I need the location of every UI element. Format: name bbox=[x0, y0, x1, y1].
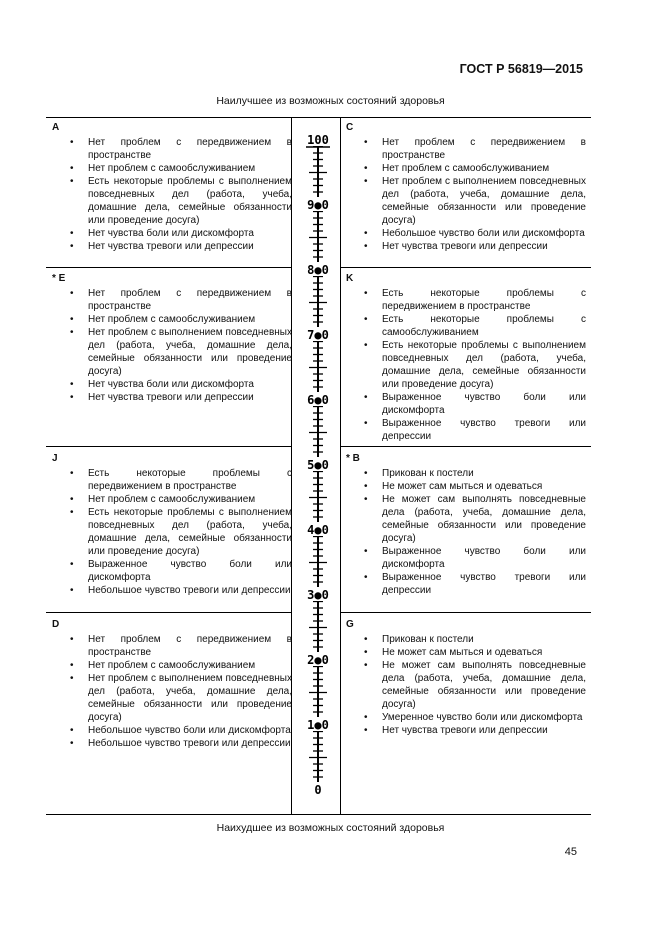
state-description-list bbox=[346, 136, 586, 253]
list-item: • Нет чувства тревоги или депрессии bbox=[52, 240, 292, 253]
scale-label-80: 8●0 bbox=[307, 263, 329, 277]
scale-label-10: 1●0 bbox=[307, 718, 329, 732]
scale-label-60: 6●0 bbox=[307, 393, 329, 407]
list-item: • Прикован к постели bbox=[346, 467, 586, 480]
state-description-list bbox=[346, 287, 586, 443]
list-item: • Выраженное чувство тревоги или депрессии bbox=[346, 571, 586, 597]
list-item: • Нет проблем с выполнением повседневных дел (работа, учеба, домашние дела, семейные обязанности или проведение досуга) bbox=[346, 175, 586, 227]
state-cell-k bbox=[346, 272, 586, 443]
scale-label-40: 4●0 bbox=[307, 523, 329, 537]
list-item: • Есть некоторые проблемы с выполнением повседневных дел (работа, учеба, домашние дела, семейные обязанности или проведение досуга) bbox=[346, 339, 586, 391]
state-cell-g bbox=[346, 618, 586, 737]
list-item: • Есть некоторые проблемы с выполнением повседневных дел (работа, учеба, домашние дела, семейные обязанности или проведение досуга) bbox=[52, 175, 292, 227]
list-item: • Не может сам выполнять повседневные дела (работа, учеба, домашние дела, семейные обязанности или проведение досуга) bbox=[346, 659, 586, 711]
list-item: • Нет чувства боли или дискомфорта bbox=[52, 378, 292, 391]
state-cell-a bbox=[52, 121, 292, 253]
state-label: K bbox=[346, 273, 354, 284]
row-divider-left-1 bbox=[46, 267, 291, 268]
row-divider-right-1 bbox=[340, 267, 591, 268]
list-item: • Нет проблем с передвижением в пространстве bbox=[52, 633, 292, 659]
list-item: • Небольшое чувство тревоги или депрессии bbox=[52, 737, 292, 750]
list-item: • Прикован к постели bbox=[346, 633, 586, 646]
state-label: A bbox=[52, 122, 60, 133]
list-item: • Нет чувства тревоги или депрессии bbox=[346, 724, 586, 737]
state-label: C bbox=[346, 122, 354, 133]
state-cell-c bbox=[346, 121, 586, 253]
state-cell-e bbox=[52, 272, 292, 404]
list-item: • Не может сам мыться и одеваться bbox=[346, 646, 586, 659]
scale-label-70: 7●0 bbox=[307, 328, 329, 342]
list-item: • Не может сам выполнять повседневные дела (работа, учеба, домашние дела, семейные обязанности или проведение досуга) bbox=[346, 493, 586, 545]
scale-label-0: 0 bbox=[314, 783, 322, 797]
right-column-border bbox=[340, 117, 341, 814]
state-description-list bbox=[346, 633, 586, 737]
state-description-list bbox=[52, 136, 292, 253]
state-label: * B bbox=[346, 453, 360, 464]
list-item: • Нет проблем с выполнением повседневных дел (работа, учеба, домашние дела, семейные обязанности или проведение досуга) bbox=[52, 326, 292, 378]
list-item: • Нет проблем с передвижением в пространстве bbox=[52, 287, 292, 313]
table-bottom-border bbox=[46, 814, 591, 815]
state-description-list bbox=[52, 467, 292, 597]
list-item: • Есть некоторые проблемы с передвижением в пространстве bbox=[52, 467, 292, 493]
list-item: • Есть некоторые проблемы с передвижением в пространстве bbox=[346, 287, 586, 313]
list-item: • Небольшое чувство боли или дискомфорта bbox=[346, 227, 586, 240]
state-label: G bbox=[346, 619, 354, 630]
list-item: • Нет чувства тревоги или депрессии bbox=[346, 240, 586, 253]
page-number: 45 bbox=[564, 846, 577, 858]
row-divider-left-3 bbox=[46, 612, 291, 613]
scale-label-90: 9●0 bbox=[307, 198, 329, 212]
state-description-list bbox=[52, 633, 292, 750]
list-item: • Нет чувства боли или дискомфорта bbox=[52, 227, 292, 240]
best-health-caption: Наилучшее из возможных состояний здоровья bbox=[216, 95, 445, 107]
list-item: • Нет проблем с передвижением в пространстве bbox=[346, 136, 586, 162]
worst-health-caption: Наихудшее из возможных состояний здоровья bbox=[216, 822, 445, 834]
state-label: J bbox=[52, 453, 58, 464]
list-item: • Нет проблем с самообслуживанием bbox=[52, 659, 292, 672]
list-item: • Выраженное чувство тревоги или депрессии bbox=[346, 417, 586, 443]
state-description-list bbox=[52, 287, 292, 404]
list-item: • Нет проблем с передвижением в пространстве bbox=[52, 136, 292, 162]
state-cell-j bbox=[52, 452, 292, 597]
row-divider-right-3 bbox=[340, 612, 591, 613]
list-item: • Не может сам мыться и одеваться bbox=[346, 480, 586, 493]
row-divider-right-2 bbox=[340, 446, 591, 447]
list-item: • Умеренное чувство боли или дискомфорта bbox=[346, 711, 586, 724]
state-cell-d bbox=[52, 618, 292, 750]
document-number: ГОСТ Р 56819—2015 bbox=[459, 62, 583, 76]
state-cell-b bbox=[346, 452, 586, 597]
list-item: • Небольшое чувство боли или дискомфорта bbox=[52, 724, 292, 737]
health-scale-thermometer bbox=[298, 118, 338, 812]
list-item: • Выраженное чувство боли или дискомфорта bbox=[346, 391, 586, 417]
scale-label-20: 2●0 bbox=[307, 653, 329, 667]
list-item: • Нет проблем с самообслуживанием bbox=[52, 313, 292, 326]
scale-label-50: 5●0 bbox=[307, 458, 329, 472]
state-label: D bbox=[52, 619, 60, 630]
list-item: • Нет проблем с самообслуживанием bbox=[52, 493, 292, 506]
row-divider-left-2 bbox=[46, 446, 291, 447]
list-item: • Выраженное чувство боли или дискомфорта bbox=[52, 558, 292, 584]
list-item: • Выраженное чувство боли или дискомфорта bbox=[346, 545, 586, 571]
list-item: • Нет проблем с выполнением повседневных дел (работа, учеба, домашние дела, семейные обязанности или проведение досуга) bbox=[52, 672, 292, 724]
list-item: • Есть некоторые проблемы с самообслуживанием bbox=[346, 313, 586, 339]
state-description-list bbox=[346, 467, 586, 597]
list-item: • Небольшое чувство тревоги или депрессии bbox=[52, 584, 292, 597]
list-item: • Нет чувства тревоги или депрессии bbox=[52, 391, 292, 404]
scale-label-100: 100 bbox=[307, 133, 329, 147]
state-label: * E bbox=[52, 273, 66, 284]
scale-label-30: 3●0 bbox=[307, 588, 329, 602]
list-item: • Нет проблем с самообслуживанием bbox=[346, 162, 586, 175]
list-item: • Есть некоторые проблемы с выполнением повседневных дел (работа, учеба, домашние дела, семейные обязанности или проведение досуга) bbox=[52, 506, 292, 558]
list-item: • Нет проблем с самообслуживанием bbox=[52, 162, 292, 175]
